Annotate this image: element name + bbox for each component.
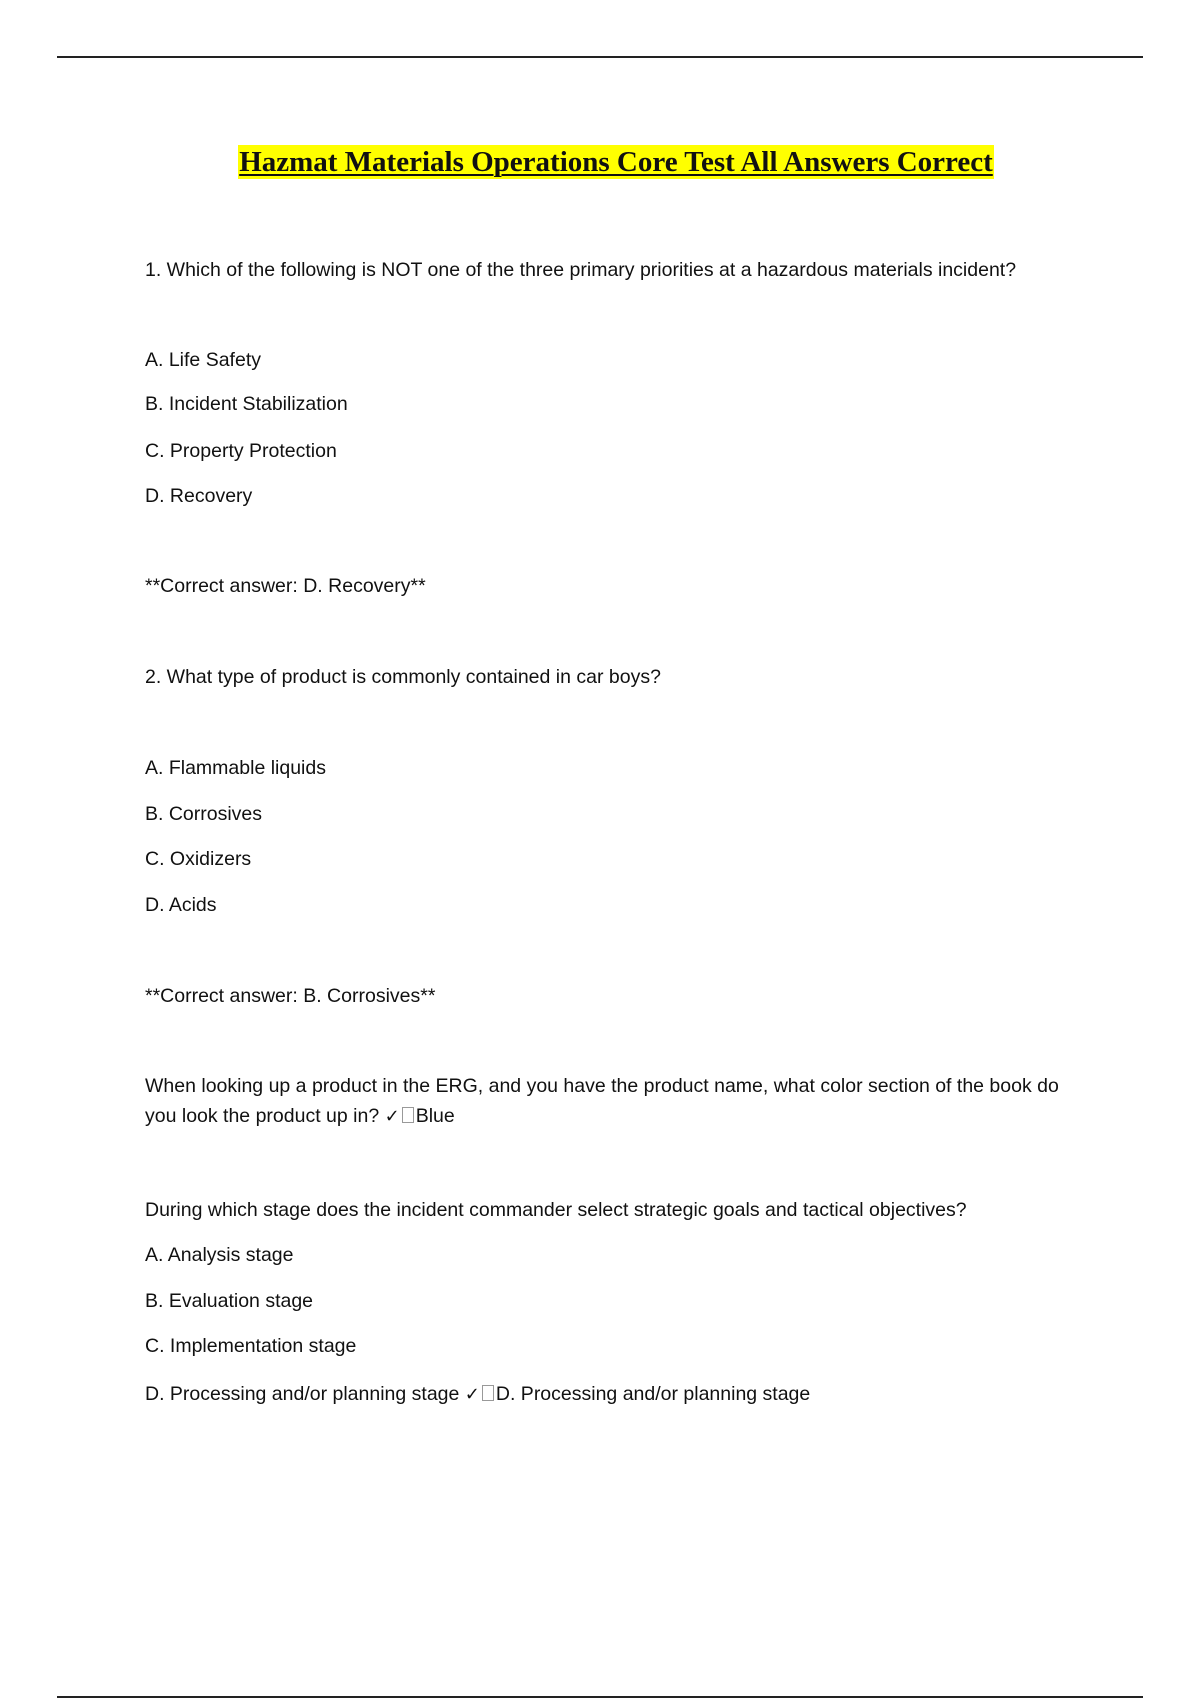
question-1-option-d: D. Recovery [145, 485, 253, 507]
question-4-option-d: D. Processing and/or planning stage [145, 1383, 460, 1405]
top-rule [57, 56, 1143, 58]
title-container [0, 145, 1200, 179]
question-2-option-b: B. Corrosives [145, 803, 263, 825]
question-2-option-d: D. Acids [145, 894, 217, 916]
question-2-text: 2. What type of product is commonly contained in car boys? [145, 666, 661, 688]
question-4-option-d-line [145, 1382, 810, 1407]
document-title: Hazmat Materials Operations Core Test All Answers Correct [239, 146, 993, 178]
question-4-answer: D. Processing and/or planning stage [495, 1383, 811, 1405]
question-4-text: During which stage does the incident commander select strategic goals and tactical objectives? [145, 1199, 967, 1221]
check-mark-icon: ✓ [384, 1106, 400, 1127]
question-2-option-a: A. Flammable liquids [145, 757, 326, 779]
question-4-option-b: B. Evaluation stage [145, 1290, 314, 1312]
question-3-text: When looking up a product in the ERG, and you have the product name, what color section of the book do you look the product up in? [145, 1075, 1059, 1127]
missing-glyph-box-icon [482, 1385, 494, 1401]
bottom-rule [57, 1696, 1143, 1698]
question-2-correct-answer: **Correct answer: B. Corrosives** [145, 985, 436, 1007]
question-3-block [145, 1071, 1090, 1132]
question-1-text: 1. Which of the following is NOT one of the three primary priorities at a hazardous materials incident? [145, 259, 1017, 281]
question-1-correct-answer: **Correct answer: D. Recovery** [145, 575, 426, 597]
question-1-option-c: C. Property Protection [145, 440, 337, 462]
question-3-answer: Blue [415, 1105, 455, 1127]
question-2-option-c: C. Oxidizers [145, 848, 252, 870]
question-4-option-a: A. Analysis stage [145, 1244, 294, 1266]
question-1-option-b: B. Incident Stabilization [145, 393, 348, 415]
missing-glyph-box-icon [402, 1107, 414, 1123]
question-4-option-c: C. Implementation stage [145, 1335, 357, 1357]
check-mark-icon: ✓ [464, 1384, 480, 1405]
question-1-option-a: A. Life Safety [145, 349, 261, 371]
